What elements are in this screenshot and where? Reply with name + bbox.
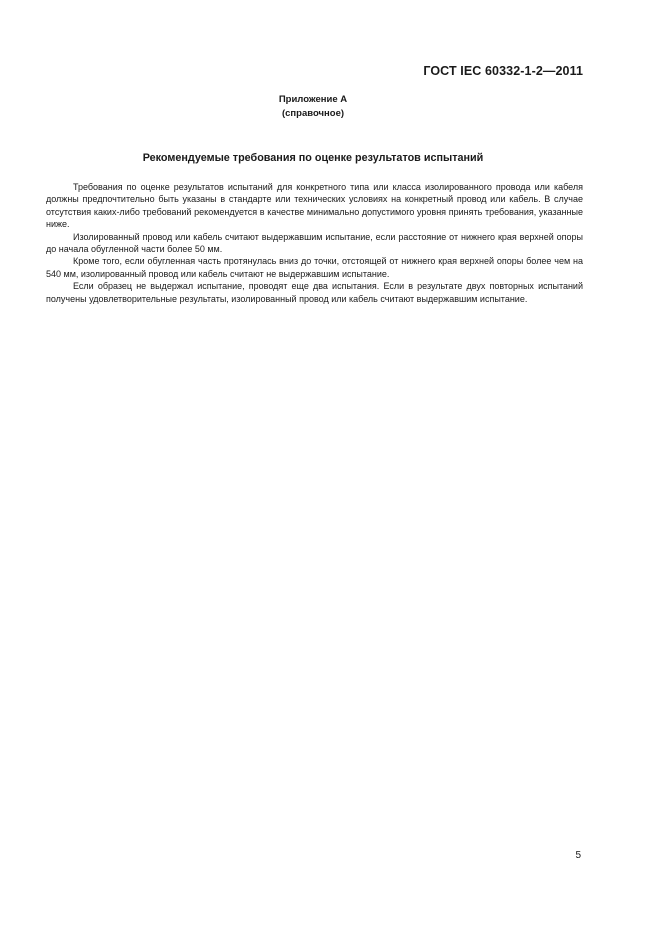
body-text <box>46 181 583 305</box>
paragraph: Если образец не выдержал испытание, проводят еще два испытания. Если в результате двух повторных испытаний получены удовлетворительные результаты, изолированный провод или кабель считают выдержавшим испытание. <box>46 281 583 304</box>
paragraph: Требования по оценке результатов испытаний для конкретного типа или класса изолированного провода или кабеля должны предпочтительно быть указаны в стандарте или технических условиях на конкретный провод или кабель. В случае отсутствия каких-либо требований рекомендуется в качестве минимально допустимого уровня принять требования, указанные ниже. <box>46 182 583 230</box>
annex-subtitle: (справочное) <box>281 108 345 119</box>
annex-title: Приложение А <box>278 94 348 105</box>
paragraph: Изолированный провод или кабель считают выдержавшим испытание, если расстояние от нижнего края верхней опоры до начала обугленной части более 50 мм. <box>46 231 583 255</box>
paragraph: Кроме того, если обугленная часть протянулась вниз до точки, отстоящей от нижнего края верхней опоры более чем на 540 мм, изолированный провод или кабель считают не выдержавшим испытание. <box>46 256 583 279</box>
section-title: Рекомендуемые требования по оценке результатов испытаний <box>142 152 484 164</box>
page-number: 5 <box>575 850 581 861</box>
annex-heading <box>0 93 626 121</box>
document-code-header: ГОСТ IEC 60332-1-2—2011 <box>423 64 583 78</box>
